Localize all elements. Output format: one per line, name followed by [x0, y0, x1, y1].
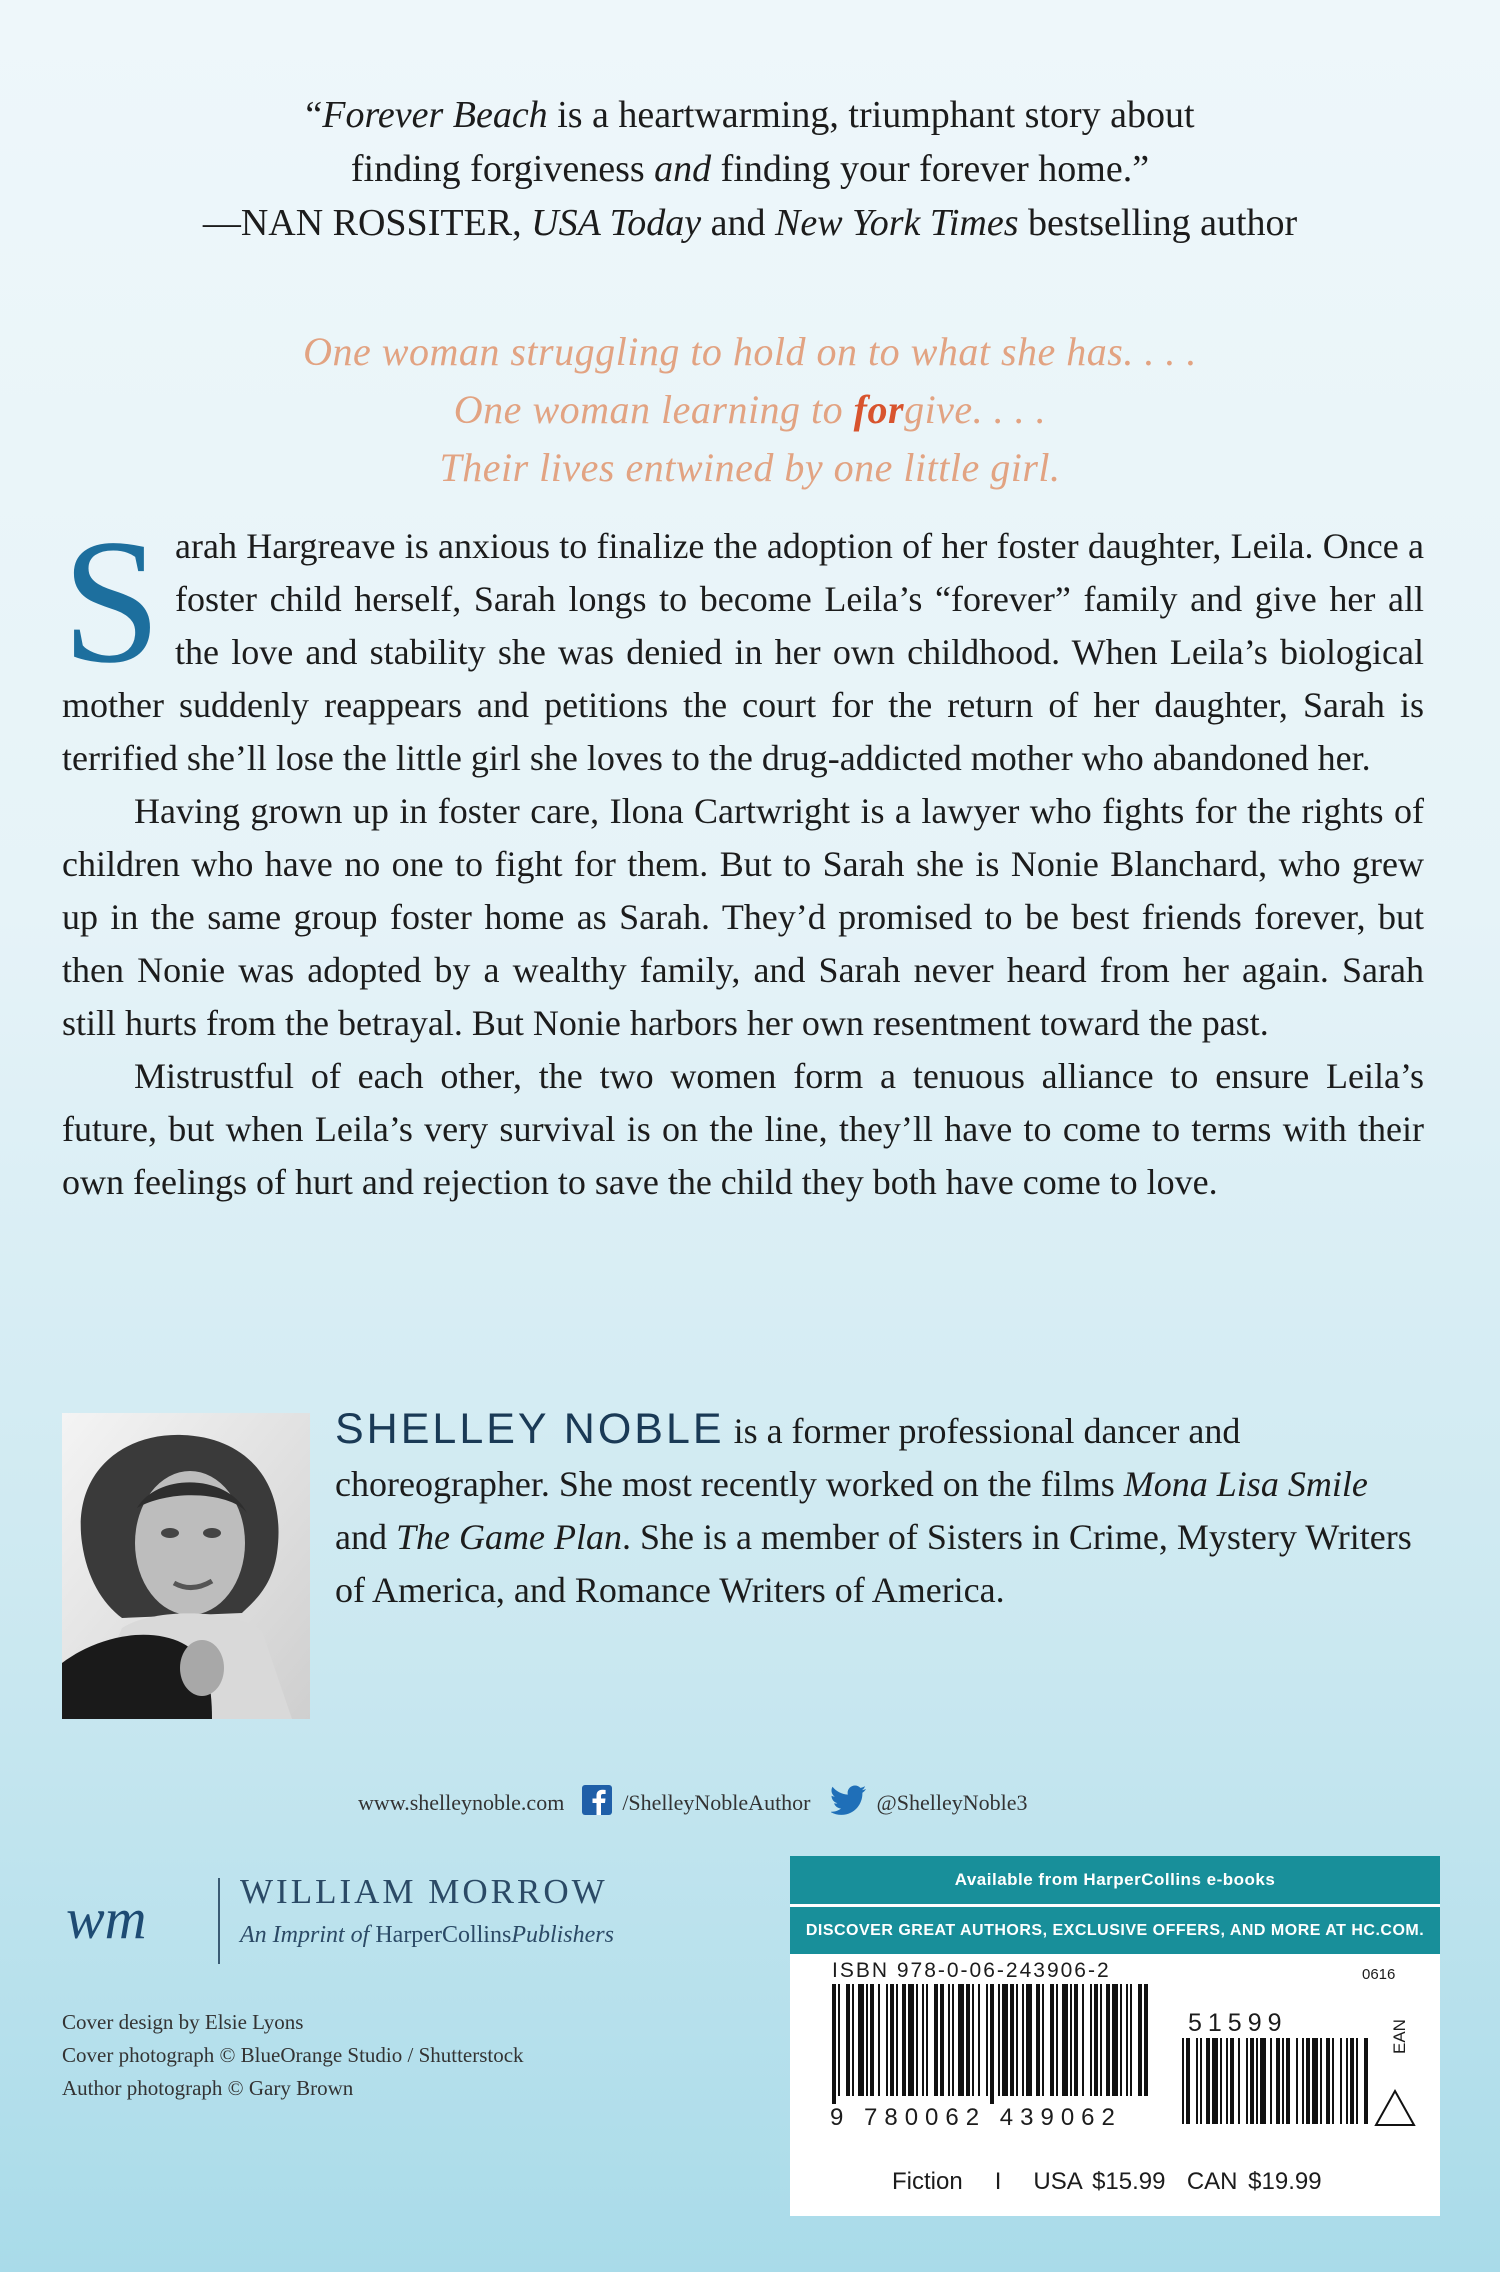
publisher-divider [218, 1878, 220, 1964]
credits [62, 2006, 524, 2105]
quote-line-1 [0, 88, 1500, 142]
open-quote: “ [305, 94, 323, 136]
barcode-icon [822, 1984, 1382, 2124]
author-bio-b: . She is a member of Sisters in Crime, Mystery Writers of America, and Romance Writers of America. [335, 1517, 1412, 1610]
barcode-bar [1022, 1984, 1024, 2096]
imprint-publishers: Publishers [511, 1922, 614, 1948]
film-title-2: The Game Plan [395, 1517, 622, 1557]
addon-bar [1196, 2038, 1198, 2124]
quote-line-2-and: and [654, 148, 712, 190]
print-code: 0616 [1362, 1966, 1396, 1983]
ebooks-banner: Available from HarperCollins e-books [790, 1856, 1440, 1904]
barcode-bar [886, 1984, 888, 2096]
twitter-link[interactable]: @ShelleyNoble3 [876, 1790, 1028, 1815]
barcode-bar [998, 1984, 1000, 2096]
credit-cover-photo: Cover photograph © BlueOrange Studio / Shutterstock [62, 2043, 524, 2067]
barcode-bar [1036, 1984, 1040, 2096]
barcode-bar [1026, 1984, 1032, 2096]
author-name: SHELLEY NOBLE [335, 1405, 725, 1453]
facebook-icon [582, 1785, 612, 1821]
barcode-bar [934, 1984, 938, 2096]
attribution-nyt: New York Times [774, 202, 1019, 244]
addon-bar [1186, 2038, 1190, 2124]
barcode-bar [926, 1984, 928, 2096]
barcode-bar [1090, 1984, 1092, 2096]
barcode-bar [978, 1984, 980, 2096]
addon-bar [1302, 2038, 1304, 2124]
price-code: 51599 [1188, 2009, 1288, 2037]
addon-bar [1350, 2038, 1354, 2124]
tagline-emphasis: for [853, 387, 905, 432]
author-bio-a: is a former professional dancer and choreographer. She most recently worked on the films [335, 1411, 1241, 1504]
addon-bar [1364, 2038, 1368, 2124]
barcode-bar [940, 1984, 944, 2096]
twitter-icon [831, 1785, 867, 1821]
barcode-bar [1100, 1984, 1102, 2096]
barcode-bar [852, 1984, 854, 2096]
addon-bar [1332, 2038, 1334, 2124]
barcode-bar [972, 1984, 974, 2096]
barcode-bar [1042, 1984, 1044, 2096]
addon-bar [1182, 2038, 1184, 2124]
barcode-bar [1106, 1984, 1110, 2096]
addon-bar [1276, 2038, 1280, 2124]
synopsis-paragraph-3: Mistrustful of each other, the two women form a tenuous alliance to ensure Leila’s future, but when Leila’s very survival is on the line, they’ll have to come to terms with their own feelings of hurt and rejection to save the child they both have come to love. [62, 1056, 1424, 1202]
imprint-prefix: An Imprint of [240, 1922, 376, 1948]
barcode-bar [878, 1984, 880, 2096]
barcode-bar [1130, 1984, 1132, 2096]
author-portrait-image [62, 1413, 310, 1719]
author-bio-and: and [335, 1517, 396, 1557]
attribution-usa-today: USA Today [531, 202, 702, 244]
barcode-bar [838, 1984, 840, 2096]
quote-line-1-text: is a heartwarming, triumphant story about [547, 94, 1195, 136]
barcode-bar [916, 1984, 918, 2096]
price-separator: I [994, 2168, 1002, 2195]
hc-promo-banner: DISCOVER GREAT AUTHORS, EXCLUSIVE OFFERS, AND MORE AT HC.COM. [790, 1907, 1440, 1954]
addon-bar [1286, 2038, 1290, 2124]
quote-line-2 [0, 142, 1500, 196]
addon-bar [1340, 2038, 1342, 2124]
barcode-bar [966, 1984, 970, 2096]
barcode-bar [948, 1984, 950, 2096]
barcode-bar [1010, 1984, 1014, 2096]
barcode-bar [908, 1984, 914, 2096]
barcode-bar [1070, 1984, 1072, 2096]
publisher-name: WILLIAM MORROW [240, 1872, 608, 1911]
can-price: CAN $19.99 [1186, 2168, 1322, 2195]
synopsis-paragraph-2: Having grown up in foster care, Ilona Cartwright is a lawyer who fights for the rights of children who have no one to fight for them. But to Sarah she is Nonie Blanchard, who grew up in the same group foster home as Sarah. They’d promised to be best friends forever, but then Nonie was adopted by a wealthy family, and Sarah never heard from her again. Sarah still hurts from the betrayal. But Nonie harbors her own resentment toward the past. [62, 791, 1424, 1043]
synopsis-paragraph-1-text: arah Hargreave is anxious to finalize the adoption of her foster daughter, Leila. Once a foster child herself, Sarah longs to become Leila’s “forever” family and give her all the love and stability she was denied in her own childhood. When Leila’s biological mother suddenly reappears and petitions the court for the return of her daughter, Sarah is terrified she’ll lose the little girl she loves to the drug-addicted mother who abandoned her. [62, 526, 1424, 778]
credit-cover-design: Cover design by Elsie Lyons [62, 2010, 304, 2034]
tagline-line-3: Their lives entwined by one little girl. [439, 445, 1061, 490]
quote-line-2-a: finding forgiveness [350, 148, 655, 190]
addon-bar [1282, 2038, 1284, 2124]
wm-logo-icon [62, 1880, 222, 1960]
barcode-bar [866, 1984, 868, 2096]
endorsement-quote [0, 88, 1500, 250]
facebook-link[interactable]: /ShelleyNobleAuthor [622, 1790, 811, 1815]
addon-bar [1320, 2038, 1322, 2124]
usa-price: USA $15.99 [1033, 2168, 1166, 2195]
price-line [892, 2168, 1322, 2196]
addon-bar [1270, 2038, 1272, 2124]
barcode-digits: 9 780062 439062 [830, 2104, 1122, 2131]
barcode-bar [1002, 1984, 1008, 2096]
addon-bar [1312, 2038, 1318, 2124]
addon-bar [1260, 2038, 1266, 2124]
website-link[interactable]: www.shelleynoble.com [358, 1790, 565, 1815]
barcode-bar [1050, 1984, 1054, 2096]
synopsis-paragraph-1 [62, 502, 1424, 785]
addon-bar [1346, 2038, 1348, 2124]
ean-label: EAN [1390, 2019, 1409, 2054]
addon-bar [1212, 2038, 1218, 2124]
synopsis [62, 502, 1424, 1209]
attribution-name: —NAN ROSSITER, [202, 202, 532, 244]
barcode-bar [1056, 1984, 1058, 2096]
quote-line-2-b: finding your forever home.” [711, 148, 1150, 190]
addon-bar [1246, 2038, 1248, 2124]
credit-author-photo: Author photograph © Gary Brown [62, 2076, 354, 2100]
barcode-bar [952, 1984, 954, 2096]
addon-bar [1230, 2038, 1234, 2124]
barcode-bar [1074, 1984, 1078, 2096]
tagline-line-2-b: give. . . . [904, 387, 1047, 432]
film-title-1: Mona Lisa Smile [1123, 1464, 1368, 1504]
barcode-bar [958, 1984, 964, 2096]
addon-bar [1306, 2038, 1310, 2124]
quote-title: Forever Beach [322, 94, 548, 136]
triangle-icon [1373, 2088, 1417, 2128]
barcode-bar [858, 1984, 864, 2096]
barcode-bar [832, 1984, 836, 2112]
barcode-bar [986, 1984, 988, 2096]
barcode-bar [990, 1984, 994, 2112]
drop-cap: S [62, 502, 161, 700]
barcode-bar [890, 1984, 894, 2096]
quote-attribution [0, 196, 1500, 250]
addon-bar [1226, 2038, 1228, 2124]
barcode-bar [870, 1984, 874, 2096]
addon-bar [1296, 2038, 1298, 2124]
addon-bar [1238, 2038, 1240, 2124]
attribution-and: and [701, 202, 775, 244]
addon-bar [1200, 2038, 1202, 2124]
addon-bar [1356, 2038, 1358, 2124]
tagline-line-2 [0, 381, 1500, 439]
barcode-bar [1094, 1984, 1098, 2096]
addon-bar [1206, 2038, 1210, 2124]
barcode-bar [1082, 1984, 1084, 2096]
tagline-line-1: One woman struggling to hold on to what she has. . . . [303, 329, 1197, 374]
barcode-bar [1120, 1984, 1122, 2096]
attribution-rest: bestselling author [1018, 202, 1298, 244]
publisher-logo [62, 1880, 222, 1960]
addon-bar [1250, 2038, 1254, 2124]
isbn-text: ISBN 978-0-06-243906-2 [832, 1959, 1111, 1982]
barcode-bar [1126, 1984, 1128, 2096]
barcode-bar [1144, 1984, 1148, 2096]
barcode-bar [902, 1984, 906, 2096]
addon-bar [1220, 2038, 1222, 2124]
social-links [358, 1785, 1258, 1821]
imprint-harpercollins: HarperCollins [375, 1922, 512, 1948]
barcode-panel [790, 1856, 1440, 2216]
barcode-bar [1062, 1984, 1068, 2096]
publisher-imprint [240, 1922, 614, 1949]
tagline-line-2-a: One woman learning to [453, 387, 854, 432]
author-bio [335, 1403, 1425, 1617]
genre: Fiction [892, 2168, 963, 2195]
addon-bar [1326, 2038, 1330, 2124]
barcode-bar [922, 1984, 924, 2096]
svg-text:wm: wm [66, 1886, 147, 1951]
barcode-bar [1016, 1984, 1018, 2096]
barcode-bar [846, 1984, 850, 2096]
tagline [0, 323, 1500, 497]
addon-bar [1256, 2038, 1258, 2124]
barcode-bar [896, 1984, 898, 2096]
barcode-bar [1112, 1984, 1118, 2096]
author-photo [62, 1413, 310, 1719]
barcode-bar [1138, 1984, 1142, 2096]
